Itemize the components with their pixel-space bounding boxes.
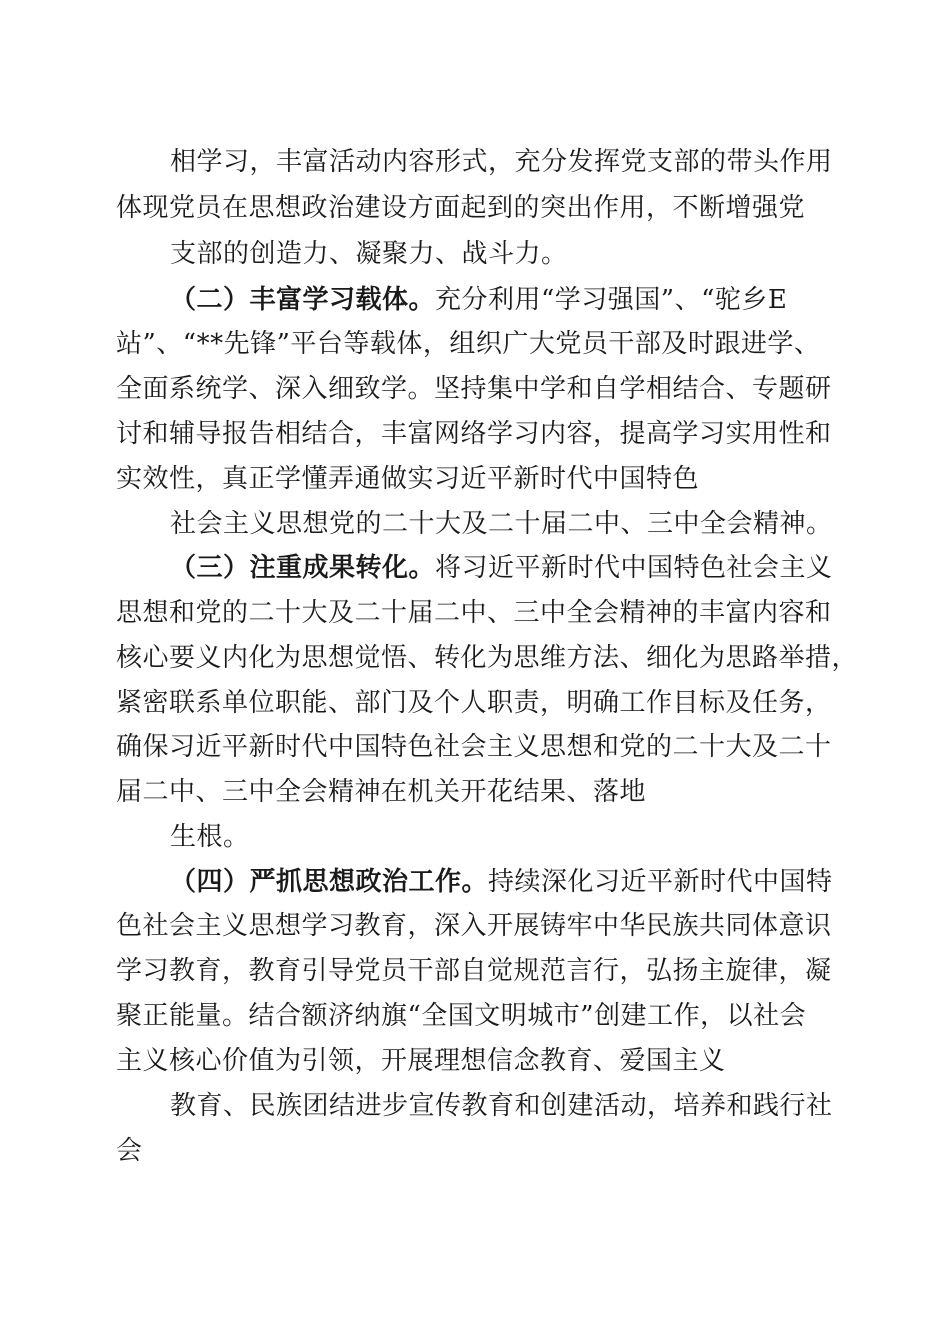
- section-3-heading: （三）注重成果转化。: [170, 553, 436, 583]
- text-line: 核心要义内化为思想觉悟、转化为思维方法、细化为思路举措，: [116, 643, 859, 673]
- section-3-text: 将习近平新时代中国特色社会主义: [435, 553, 833, 583]
- text-line: 全面系统学、深入细致学。坚持集中学和自学相结合、专题研: [116, 374, 832, 404]
- text-line: 确保习近平新时代中国特色社会主义思想和党的二十大及二十: [116, 732, 832, 762]
- section-4-text: 持续深化习近平新时代中国特: [488, 867, 833, 897]
- section-2-text: 充分利用“学习强国”、“驼乡E: [435, 285, 788, 315]
- text-line: 生根。: [170, 822, 250, 852]
- text-line: 讨和辅导报告相结合，丰富网络学习内容，提高学习实用性和: [116, 419, 832, 449]
- text-line: 社会主义思想党的二十大及二十届二中、三中全会精神。: [170, 509, 833, 539]
- section-3-first-line: [170, 550, 833, 586]
- text-line: 主义核心价值为引领，开展理想信念教育、爱国主义: [116, 1046, 726, 1076]
- text-line: 色社会主义思想学习教育，深入开展铸牢中华民族共同体意识: [116, 911, 832, 941]
- text-line: 站”、“**先锋”平台等载体，组织广大党员干部及时跟进学、: [116, 329, 821, 359]
- text-line: 会: [116, 1136, 143, 1166]
- text-line: 届二中、三中全会精神在机关开花结果、落地: [116, 777, 647, 807]
- section-4-heading: （四）严抓思想政治工作。: [170, 867, 489, 897]
- section-4-first-line: [170, 864, 833, 900]
- text-line: 教育、民族团结进步宣传教育和创建活动，培养和践行社: [170, 1091, 833, 1121]
- text-line: 体现党员在思想政治建设方面起到的突出作用，不断增强党: [116, 193, 806, 223]
- text-line: 实效性，真正学懂弄通做实习近平新时代中国特色: [116, 464, 700, 494]
- section-2-first-line: [170, 282, 787, 318]
- text-line: 思想和党的二十大及二十届二中、三中全会精神的丰富内容和: [116, 598, 832, 628]
- text-line: 紧密联系单位职能、部门及个人职责，明确工作目标及任务，: [116, 688, 832, 718]
- text-line: 聚正能量。结合额济纳旗“全国文明城市”创建工作，以社会: [116, 1001, 807, 1031]
- text-line: 学习教育，教育引导党员干部自觉规范言行，弘扬主旋律，凝: [116, 956, 832, 986]
- text-line: 相学习，丰富活动内容形式，充分发挥党支部的带头作用: [170, 147, 833, 177]
- text-line: 支部的创造力、凝聚力、战斗力。: [170, 239, 568, 269]
- section-2-heading: （二）丰富学习载体。: [170, 285, 436, 315]
